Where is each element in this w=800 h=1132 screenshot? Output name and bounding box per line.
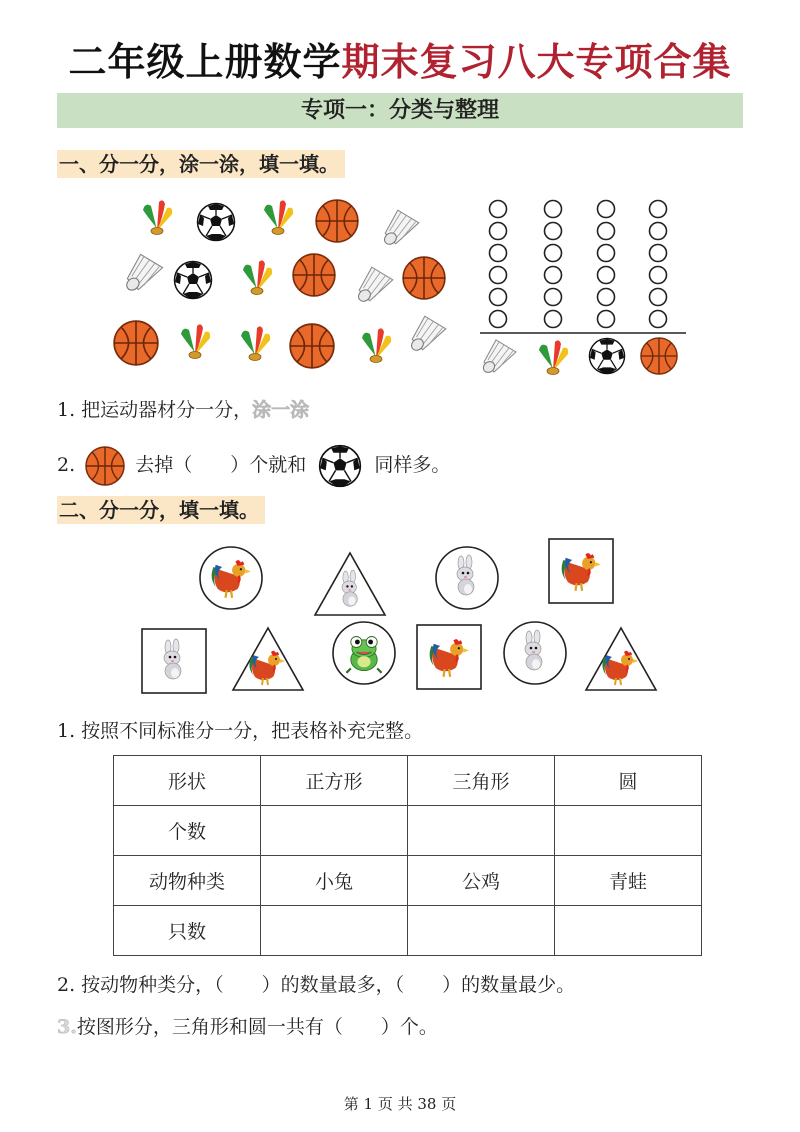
section2-heading: 二、分一分，填一填。: [57, 496, 265, 524]
table-cell: 形状: [114, 756, 261, 806]
tally-circle-chart: [478, 196, 690, 378]
table-cell: 公鸡: [408, 856, 555, 906]
question-2-2: 2. 按动物种类分，（ ）的数量最多，（ ）的数量最少。: [57, 974, 576, 996]
page-title: 二年级上册数学期末复习八大专项合集: [68, 40, 732, 84]
answer-cell[interactable]: [261, 906, 408, 956]
basketball-icon: [85, 446, 125, 486]
answer-cell[interactable]: [555, 906, 702, 956]
question-1-2: 2. 去掉（ ）个就和 同样多。: [57, 444, 450, 488]
circle-rooster: [198, 545, 264, 611]
answer-cell[interactable]: [408, 906, 555, 956]
page-number: 第 1 页 共 38 页: [343, 1095, 457, 1113]
circle-rabbit: [502, 620, 568, 686]
table-row: [114, 856, 702, 906]
shuttlecock-icon: [235, 322, 275, 362]
table-cell: 小兔: [261, 856, 408, 906]
soccer-ball-icon: [318, 444, 362, 488]
triangle-rooster: [584, 626, 658, 692]
shuttlecock-icon: [258, 196, 298, 236]
table-cell: 青蛙: [555, 856, 702, 906]
question-2-3: 3.按图形分，三角形和圆一共有（ ）个。: [57, 1016, 438, 1038]
triangle-rooster: [231, 626, 305, 692]
question-2-1: 1. 按照不同标准分一分，把表格补充完整。: [57, 720, 424, 742]
table-cell: 动物种类: [114, 856, 261, 906]
classification-table: [113, 755, 702, 956]
basketball-icon: [289, 323, 335, 369]
table-row: [114, 906, 702, 956]
shuttlecock-icon: [123, 250, 167, 294]
table-row: [114, 756, 702, 806]
shuttlecock-icon: [356, 324, 396, 364]
table-cell: 只数: [114, 906, 261, 956]
topic-banner: 专项一：分类与整理: [57, 93, 743, 128]
soccer-ball-icon: [173, 260, 213, 300]
section1-heading: 一、分一分，涂一涂，填一填。: [57, 150, 345, 178]
basketball-icon: [292, 253, 336, 297]
basketball-icon: [113, 320, 159, 366]
answer-cell[interactable]: [555, 806, 702, 856]
triangle-rabbit: [313, 551, 387, 617]
circle-frog: [331, 620, 397, 686]
table-cell: 个数: [114, 806, 261, 856]
shuttlecock-icon: [481, 340, 516, 375]
shuttlecock-icon: [175, 320, 215, 360]
square-rooster: [548, 538, 614, 604]
basketball-icon: [315, 199, 359, 243]
table-row: [114, 806, 702, 856]
square-rooster: [416, 624, 482, 690]
shuttlecock-icon: [355, 263, 397, 305]
table-cell: 圆: [555, 756, 702, 806]
shuttlecock-icon: [381, 206, 423, 248]
tally-circles: [490, 201, 667, 328]
soccer-ball-icon: [196, 202, 236, 242]
answer-cell[interactable]: [261, 806, 408, 856]
shuttlecock-icon: [539, 340, 568, 374]
answer-cell[interactable]: [408, 806, 555, 856]
table-cell: 三角形: [408, 756, 555, 806]
question-1-1: 1. 把运动器材分一分，涂一涂: [57, 399, 310, 421]
soccer-ball-icon: [589, 338, 624, 373]
basketball-icon: [402, 256, 446, 300]
shuttlecock-icon: [408, 312, 450, 354]
square-rabbit: [141, 628, 207, 694]
shuttlecock-icon: [237, 256, 277, 296]
table-cell: 正方形: [261, 756, 408, 806]
circle-rabbit: [434, 545, 500, 611]
basketball-icon: [641, 338, 677, 374]
shuttlecock-icon: [137, 196, 177, 236]
